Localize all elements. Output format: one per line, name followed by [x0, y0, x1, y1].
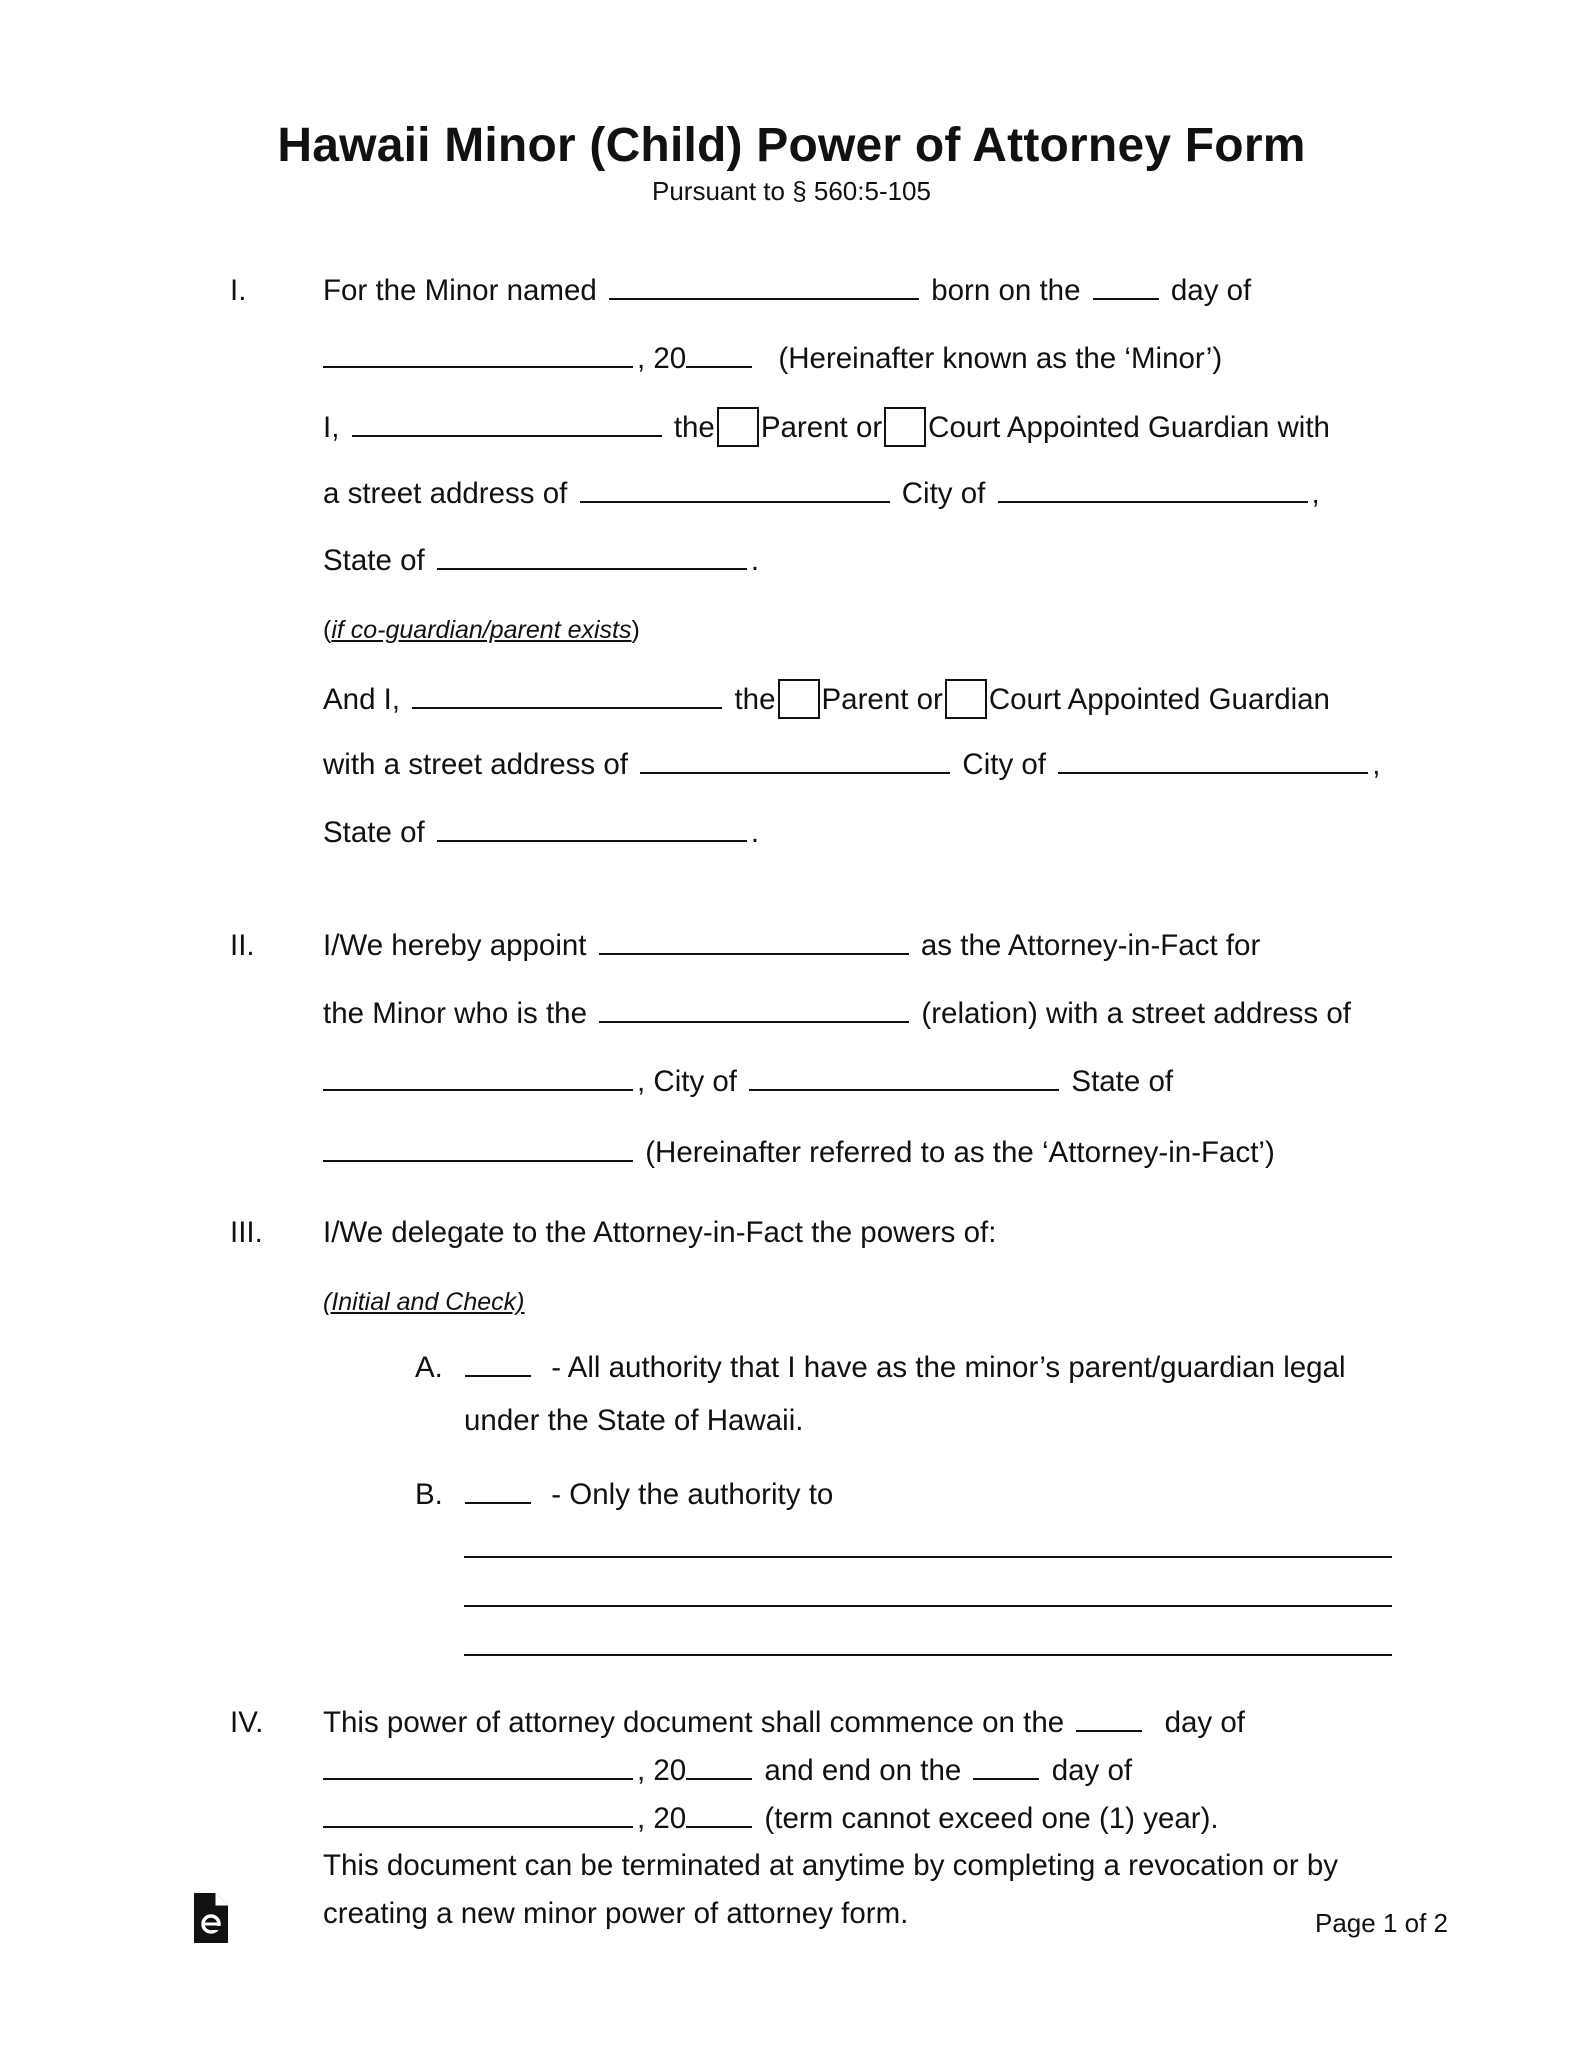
- section-2-line-4: [323, 1135, 1275, 1171]
- text: State of: [323, 816, 425, 849]
- co-street-address-field[interactable]: [640, 747, 950, 774]
- street-address-field[interactable]: [580, 476, 890, 503]
- section-4-line-5: creating a new minor power of attorney form.: [323, 1897, 909, 1930]
- end-year-field[interactable]: [686, 1801, 752, 1828]
- text: Court Appointed Guardian with: [928, 411, 1330, 444]
- option-a-line: [415, 1350, 1346, 1386]
- text: born on the: [931, 274, 1081, 307]
- section-1-line-6: [323, 679, 1330, 719]
- section-1-line-5: [323, 543, 759, 579]
- text: day of: [1164, 1706, 1245, 1739]
- minor-name-field[interactable]: [609, 273, 919, 300]
- attorney-state-field[interactable]: [323, 1135, 633, 1162]
- text: and end on the: [764, 1754, 962, 1787]
- co-city-field[interactable]: [1058, 747, 1368, 774]
- text: .: [750, 544, 760, 577]
- authority-line-2[interactable]: [464, 1605, 1392, 1607]
- page-title: Hawaii Minor (Child) Power of Attorney Form: [277, 119, 1306, 172]
- text: a street address of: [323, 477, 568, 510]
- text: State of: [323, 544, 425, 577]
- section-1-line-8: [323, 815, 759, 851]
- text: Parent or: [760, 411, 883, 444]
- text: City of: [901, 477, 986, 510]
- attorney-street-field[interactable]: [323, 1064, 633, 1091]
- birth-month-field[interactable]: [323, 341, 633, 368]
- text: ): [631, 616, 640, 644]
- text: day of: [1051, 1754, 1133, 1787]
- city-field[interactable]: [998, 476, 1308, 503]
- option-a-label: A.: [415, 1351, 443, 1384]
- commence-month-field[interactable]: [323, 1753, 633, 1780]
- text: (: [323, 616, 332, 644]
- section-4-line-1: [323, 1705, 1245, 1741]
- section-4-line-3: [323, 1801, 1219, 1837]
- text: (Hereinafter known as the ‘Minor’): [778, 342, 1223, 375]
- attorney-name-field[interactable]: [599, 928, 909, 955]
- section-3-line-1: I/We delegate to the Attorney-in-Fact the powers of:: [323, 1216, 997, 1249]
- section-3-number: III.: [230, 1216, 263, 1249]
- text: State of: [1071, 1065, 1174, 1098]
- section-1-line-1: [323, 273, 1251, 309]
- section-2-line-2: [323, 996, 1351, 1032]
- co-parent-name-field[interactable]: [412, 682, 722, 709]
- parent-name-field[interactable]: [352, 410, 662, 437]
- option-b-label: B.: [415, 1478, 443, 1511]
- section-1-line-7: [323, 747, 1380, 783]
- text: - All authority that I have as the minor’s parent/guardian legal: [551, 1351, 1346, 1384]
- text: (term cannot exceed one (1) year).: [764, 1802, 1219, 1835]
- text: ,: [1372, 748, 1381, 781]
- text: (relation) with a street address of: [921, 997, 1351, 1030]
- text: , 20: [637, 342, 687, 375]
- option-a-line-2: under the State of Hawaii.: [464, 1404, 804, 1437]
- text: day of: [1170, 274, 1252, 307]
- section-4-line-2: [323, 1753, 1132, 1789]
- section-2-line-1: [323, 928, 1260, 964]
- authority-line-1[interactable]: [464, 1556, 1392, 1558]
- text: (Initial and Check): [323, 1288, 525, 1316]
- section-1-line-2: [323, 341, 1222, 377]
- option-b-line: [415, 1477, 833, 1513]
- guardian-checkbox[interactable]: [884, 407, 926, 447]
- text: .: [750, 816, 760, 849]
- text: , City of: [637, 1065, 737, 1098]
- end-day-field[interactable]: [973, 1753, 1039, 1780]
- option-a-initial-field[interactable]: [465, 1350, 531, 1377]
- text: , 20: [637, 1754, 687, 1787]
- commence-year-field[interactable]: [686, 1753, 752, 1780]
- authority-line-3[interactable]: [464, 1654, 1392, 1656]
- commence-day-field[interactable]: [1076, 1705, 1142, 1732]
- text: with a street address of: [323, 748, 628, 781]
- co-parent-checkbox[interactable]: [778, 679, 820, 719]
- text: For the Minor named: [323, 274, 597, 307]
- parent-checkbox[interactable]: [717, 407, 759, 447]
- text: as the Attorney-in-Fact for: [920, 929, 1261, 962]
- co-guardian-checkbox[interactable]: [945, 679, 987, 719]
- text: And I,: [323, 683, 401, 716]
- option-b-initial-field[interactable]: [465, 1477, 531, 1504]
- page-subtitle: Pursuant to § 560:5-105: [652, 176, 931, 206]
- text: City of: [962, 748, 1046, 781]
- end-month-field[interactable]: [323, 1801, 633, 1828]
- text: Court Appointed Guardian: [988, 683, 1330, 716]
- text: I/We hereby appoint: [323, 929, 587, 962]
- text: - Only the authority to: [551, 1478, 834, 1511]
- co-guardian-note: [323, 612, 640, 648]
- relation-field[interactable]: [599, 996, 909, 1023]
- text: the Minor who is the: [323, 997, 587, 1030]
- section-1-line-4: [323, 476, 1320, 512]
- section-1-line-3: [323, 407, 1330, 447]
- section-2-number: II.: [230, 929, 255, 962]
- text: the: [673, 411, 715, 444]
- eforms-logo-icon: [194, 1893, 228, 1943]
- text: Parent or: [821, 683, 943, 716]
- text: , 20: [637, 1802, 687, 1835]
- initial-and-check-note: [323, 1284, 524, 1320]
- section-1-number: I.: [230, 274, 247, 307]
- text: if co-guardian/parent exists: [331, 616, 632, 644]
- section-4-number: IV.: [230, 1706, 264, 1739]
- text: (Hereinafter referred to as the ‘Attorney-in-Fact’): [645, 1136, 1275, 1169]
- section-4-line-4: This document can be terminated at anytime by completing a revocation or by: [323, 1849, 1338, 1882]
- state-field[interactable]: [437, 543, 747, 570]
- page-number: Page 1 of 2: [1315, 1908, 1448, 1938]
- birth-day-field[interactable]: [1093, 273, 1159, 300]
- text: ,: [1311, 477, 1320, 510]
- text: This power of attorney document shall commence on the: [323, 1706, 1065, 1739]
- text: the: [734, 683, 776, 716]
- co-state-field[interactable]: [437, 815, 747, 842]
- birth-year-field[interactable]: [686, 341, 752, 368]
- section-2-line-3: [323, 1064, 1173, 1100]
- text: I,: [323, 411, 340, 444]
- attorney-city-field[interactable]: [749, 1064, 1059, 1091]
